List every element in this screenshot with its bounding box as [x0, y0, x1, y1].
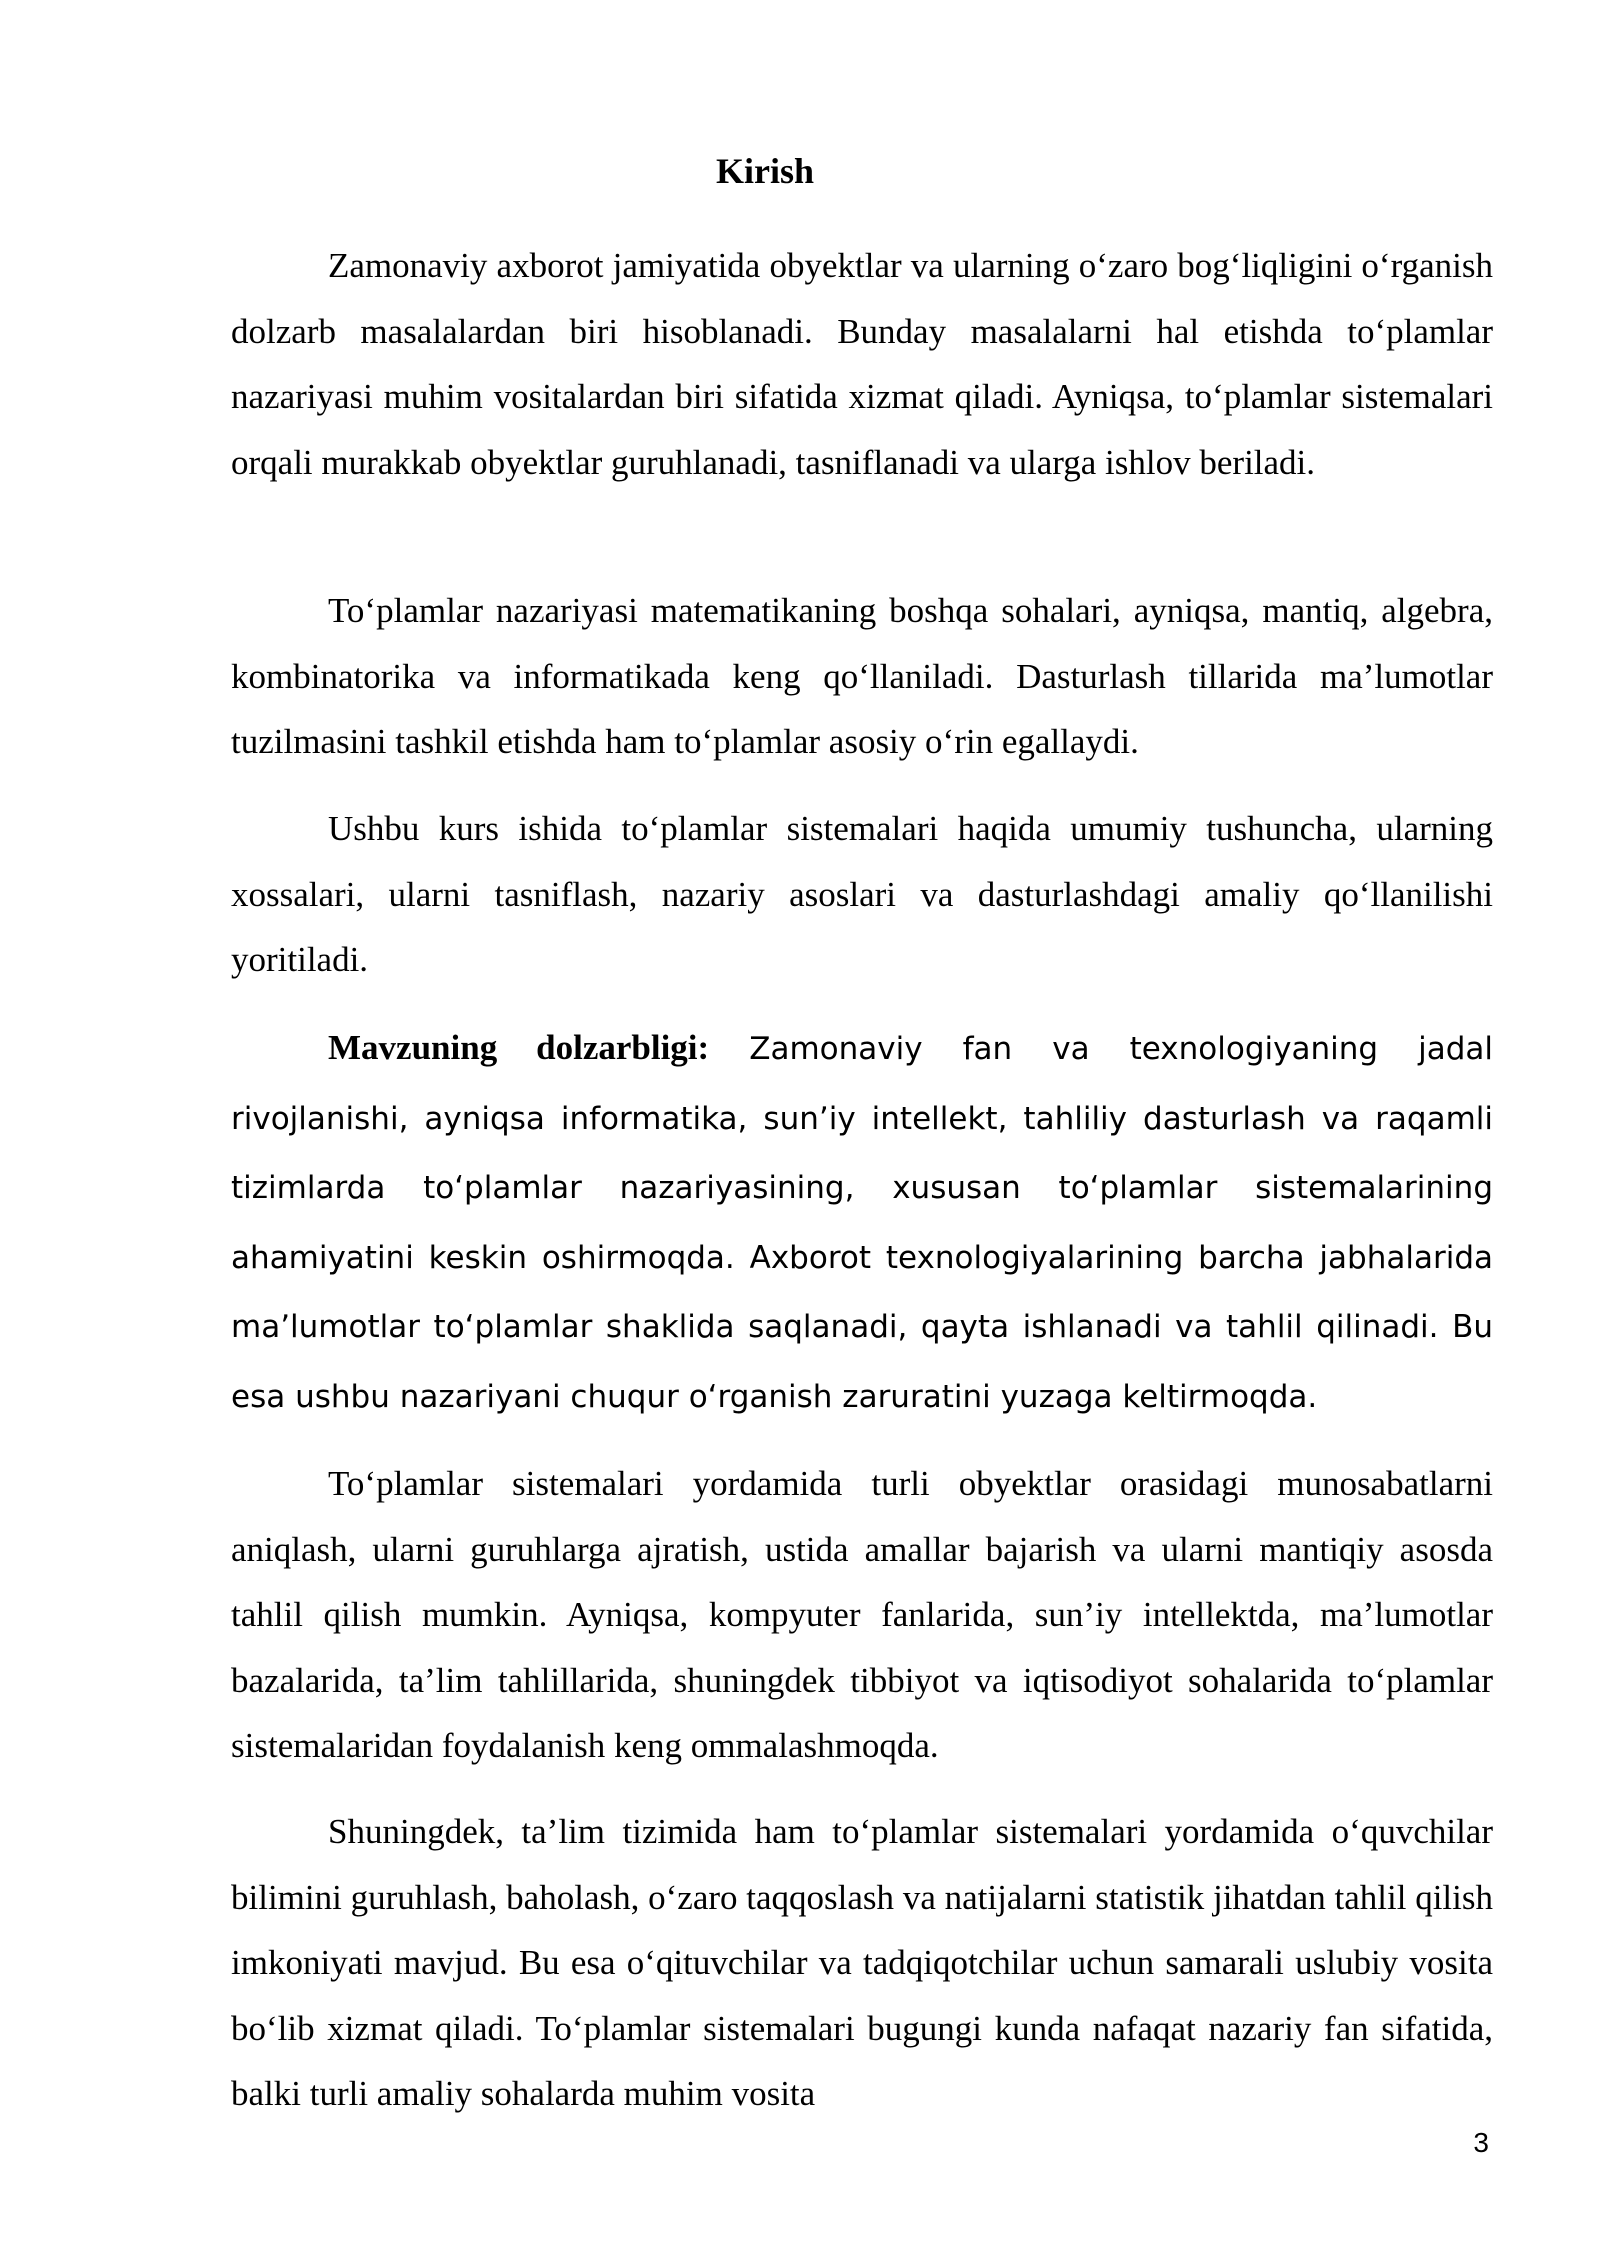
paragraph-set-systems-usage: To‘plamlar sistemalari yordamida turli obyektlar orasidagi munosabatlarni aniqlash, ularni guruhlarga ajratish, ustida amallar bajarish va ularni mantiqiy asosda tahlil qilish mumkin. Ayniqsa, kompyuter fanlarida, sun’iy intellektda, ma’lumotlar bazalarida, ta’lim tahlillarida, shuningdek tibbiyot va iqtisodiyot sohalarida to‘plamlar sistemalaridan foydalanish keng ommalashmoqda.: [231, 1464, 1493, 1765]
page-number: 3: [1473, 2127, 1489, 2158]
paragraph-course-scope: Ushbu kurs ishida to‘plamlar sistemalari haqida umumiy tushuncha, ularning xossalari, ularni tasniflash, nazariy asoslari va dasturlashdagi amaliy qo‘llanilishi yoritiladi.: [231, 809, 1493, 979]
relevance-heading: Mavzuning dolzarbligi:: [328, 1028, 710, 1067]
paragraph-relevance: [231, 1013, 1493, 1432]
paragraph-intro: Zamonaviy axborot jamiyatida obyektlar va ularning o‘zaro bog‘liqligini o‘rganish dolzarb masalalardan biri hisoblanadi. Bunday masalalarni hal etishda to‘plamlar nazariyasi muhim vositalardan biri sifatida xizmat qiladi. Ayniqsa, to‘plamlar sistemalari orqali murakkab obyektlar guruhlanadi, tasniflanadi va ularga ishlov beriladi.: [231, 246, 1493, 482]
relevance-text: Zamonaviy fan va texnologiyaning jadal rivojlanishi, ayniqsa informatika, sun’iy intellekt, tahliliy dasturlash va raqamli tizimlarda to‘plamlar nazariyasining, xususan to‘plamlar sistemalarining ahamiyatini keskin oshirmoqda. Axborot texnologiyalarining barcha jabhalarida ma’lumotlar to‘plamlar shaklida saqlanadi, qayta ishlanadi va tahlil qilinadi. Bu esa ushbu nazariyani chuqur o‘rganish zaruratini yuzaga keltirmoqda.: [231, 1031, 1493, 1415]
paragraph-education-usage: Shuningdek, ta’lim tizimida ham to‘plamlar sistemalari yordamida o‘quvchilar bilimini guruhlash, baholash, o‘zaro taqqoslash va natijalarni statistik jihatdan tahlil qilish imkoniyati mavjud. Bu esa o‘qituvchilar va tadqiqotchilar uchun samarali uslubiy vosita bo‘lib xizmat qiladi. To‘plamlar sistemalari bugungi kunda nafaqat nazariy fan sifatida, balki turli amaliy sohalarda muhim vosita: [231, 1812, 1493, 2113]
paragraph-set-theory-applications: To‘plamlar nazariyasi matematikaning boshqa sohalari, ayniqsa, mantiq, algebra, kombinatorika va informatikada keng qo‘llaniladi. Dasturlash tillarida ma’lumotlar tuzilmasini tashkil etishda ham to‘plamlar asosiy o‘rin egallaydi.: [231, 591, 1493, 761]
section-title: Kirish: [715, 151, 814, 191]
